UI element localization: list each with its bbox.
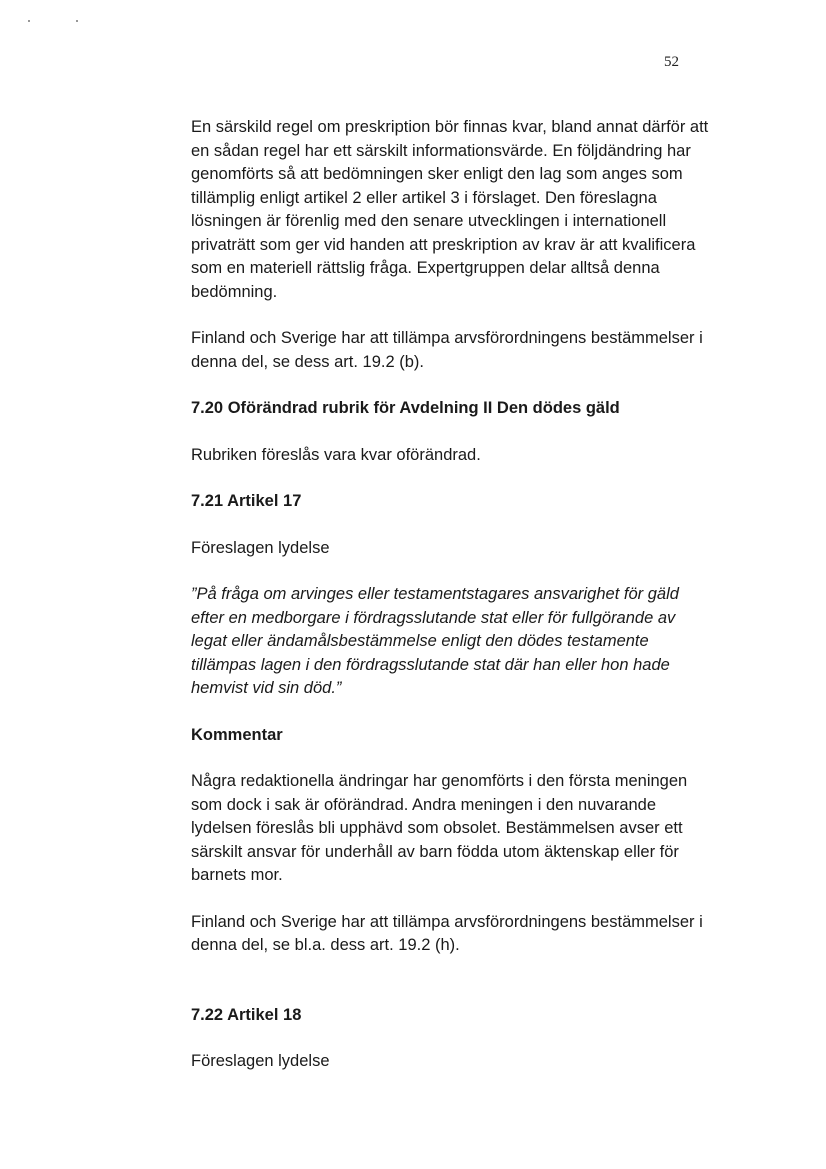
label-foreslagen-lydelse-1: Föreslagen lydelse xyxy=(191,538,330,557)
paragraph-rubriken: Rubriken föreslås vara kvar oförändrad. xyxy=(191,445,481,464)
section-heading-7-22: 7.22 Artikel 18 xyxy=(191,1005,302,1024)
paragraph-kommentar: Några redaktionella ändringar har genomförts i den första meningen som dock i sak är oförändrad. Andra meningen i den nuvarande lydelsen föreslås bli upphävd som obsolet. Bestämmelsen avser ett särskilt ansvar för underhåll av barn födda utom äktenskap eller för barnets mor. xyxy=(191,772,688,884)
scan-speck xyxy=(76,20,78,22)
heading-kommentar: Kommentar xyxy=(191,725,283,744)
scan-speck xyxy=(28,20,30,22)
label-foreslagen-lydelse-2: Föreslagen lydelse xyxy=(191,1052,330,1070)
quote-artikel-17: ”På fråga om arvinges eller testamentstagares ansvarighet för gäld efter en medborgare i fördragsslutande stat eller för fullgörande av legat eller ändamålsbestämmelse enligt den dödes testamente tillämpas lagen i den fördragsslutande stat där han eller hon hade hemvist vid sin död.” xyxy=(191,585,679,697)
paragraph-finland-sverige-2: Finland och Sverige har att tillämpa arvsförordningens bestämmelser i denna del, se bl.a. dess art. 19.2 (h). xyxy=(191,912,703,954)
section-heading-7-21: 7.21 Artikel 17 xyxy=(191,492,302,510)
section-heading-7-20: 7.20 Oförändrad rubrik för Avdelning II Den dödes gäld xyxy=(191,399,620,417)
page-number: 52 xyxy=(664,54,679,70)
document-body xyxy=(191,116,711,1074)
paragraph-finland-sverige-1: Finland och Sverige har att tillämpa arvsförordningens bestämmelser i denna del, se dess art. 19.2 (b). xyxy=(191,329,703,371)
paragraph-preskription: En särskild regel om preskription bör finnas kvar, bland annat därför att en sådan regel har ett särskilt informationsvärde. En följdändring har genomförts så att bedömningen sker enligt den lag som anges som tillämplig enligt artikel 2 eller artikel 3 i förslaget. Den föreslagna lösningen är förenlig med den senare utvecklingen i internationell privaträtt som ger vid handen att preskription av krav är att kvalificera som en materiell rättslig fråga. Expertgruppen delar alltså denna bedömning. xyxy=(191,118,709,301)
